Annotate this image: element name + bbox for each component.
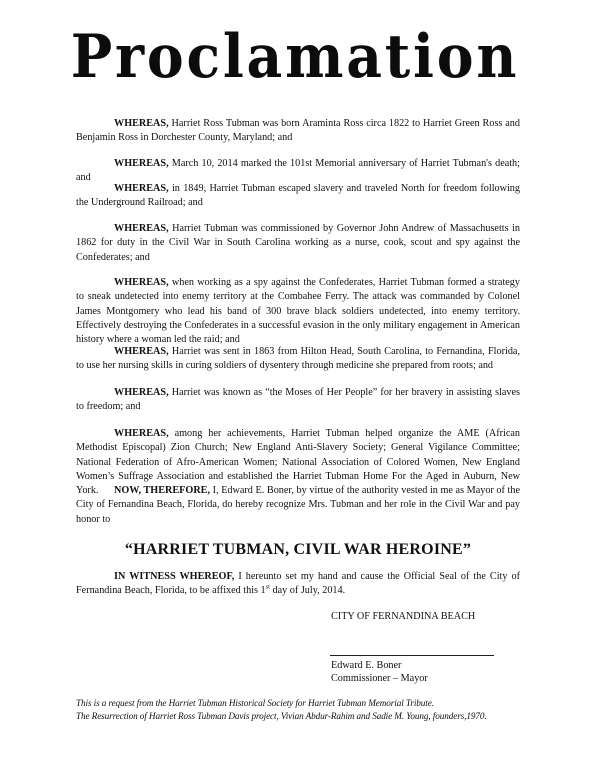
signer-title: Commissioner – Mayor — [331, 673, 428, 684]
paragraph-text: when working as a spy against the Confederates, Harriet Tubman formed a strategy to sneak undetected into enemy territory at the Combahee Ferry. The attack was commanded by Colonel James Montgomery who lead his band of 300 brave black soldiers undetected, into enemy territory. Effectively destroying the Confederates in a successful evasion in the only military engagement in American history where a woman led the raid; and — [76, 277, 520, 346]
paragraph-text: March 10, 2014 marked the 101st Memorial anniversary of Harriet Tubman's death; and — [76, 158, 520, 184]
paragraph-text: I, Edward E. Boner, by virtue of the authority vested in me as Mayor of the City of Fernandina Beach, Florida, do hereby recognize Mrs. Tubman and her role in the Civil War and pay honor to — [76, 485, 520, 525]
paragraph-text: in 1849, Harriet Tubman escaped slavery and traveled North for freedom following the Underground Railroad; and — [76, 183, 520, 209]
paragraph-lead: WHEREAS, — [114, 387, 169, 398]
witness-ordinal-suffix: st — [265, 583, 270, 591]
paragraph-lead: WHEREAS, — [114, 346, 169, 357]
whereas-paragraph-7 — [76, 386, 520, 415]
signature-line — [330, 655, 494, 656]
footnote-1: This is a request from the Harriet Tubman Historical Society for Harriet Tubman Memorial Tribute. — [76, 698, 434, 708]
paragraph-lead: WHEREAS, — [114, 277, 169, 288]
now-therefore-paragraph — [76, 484, 520, 527]
whereas-paragraph-4 — [76, 222, 520, 265]
whereas-paragraph-5 — [76, 276, 520, 347]
whereas-paragraph-6 — [76, 345, 520, 374]
paragraph-lead: WHEREAS, — [114, 183, 169, 194]
proclamation-title: Proclamation — [70, 22, 520, 92]
paragraph-text: Harriet Tubman was commissioned by Governor John Andrew of Massachusetts in 1862 for duty in the Civil War in South Carolina working as a nurse, cook, scout and spy against the Confederates; and — [76, 223, 520, 263]
city-name: CITY OF FERNANDINA BEACH — [331, 611, 476, 622]
whereas-paragraph-3 — [76, 182, 520, 211]
paragraph-text: Harriet was known as “the Moses of Her People” for her bravery in assisting slaves to freedom; and — [76, 387, 520, 413]
paragraph-lead: WHEREAS, — [114, 223, 169, 234]
paragraph-lead: NOW, THEREFORE, — [114, 485, 211, 496]
honoree-headline: “HARRIET TUBMAN, CIVIL WAR HEROINE” — [124, 541, 472, 558]
signer-name: Edward E. Boner — [331, 660, 402, 671]
paragraph-lead: WHEREAS, — [114, 118, 169, 129]
paragraph-text: Harriet was sent in 1863 from Hilton Head, South Carolina, to Fernandina, Florida, to use her nursing skills in curing soldiers of dysentery through medicine she prepared from roots; and — [76, 346, 520, 372]
footnote-2: The Resurrection of Harriet Ross Tubman Davis project, Vivian Abdur-Rahim and Sadie M. Young, founders,1970. — [76, 711, 487, 721]
whereas-paragraph-1 — [76, 117, 520, 146]
paragraph-lead: WHEREAS, — [114, 428, 169, 439]
witness-lead: IN WITNESS WHEREOF, — [114, 571, 235, 582]
witness-text-after: day of July, 2014. — [270, 585, 346, 597]
paragraph-text: Harriet Ross Tubman was born Araminta Ross circa 1822 to Harriet Green Ross and Benjamin Ross in Dorchester County, Maryland; and — [76, 118, 520, 144]
paragraph-lead: WHEREAS, — [114, 158, 169, 169]
witness-paragraph — [76, 570, 520, 599]
paragraph-text: among her achievements, Harriet Tubman helped organize the AME (African Methodist Episcopal) Zion Church; New England Anti-Slavery Society; General Vigilance Committee; National Federation of Afro-American Women; National Association of Colored Women, New England Women’s Suffrage Association and established the Harriet Tubman Home For the Aged in Auburn, New York. — [76, 428, 520, 497]
witness-text-before: I hereunto set my hand and cause the Official Seal of the City of Fernandina Beach, Florida, to be affixed this 1 — [76, 571, 521, 597]
